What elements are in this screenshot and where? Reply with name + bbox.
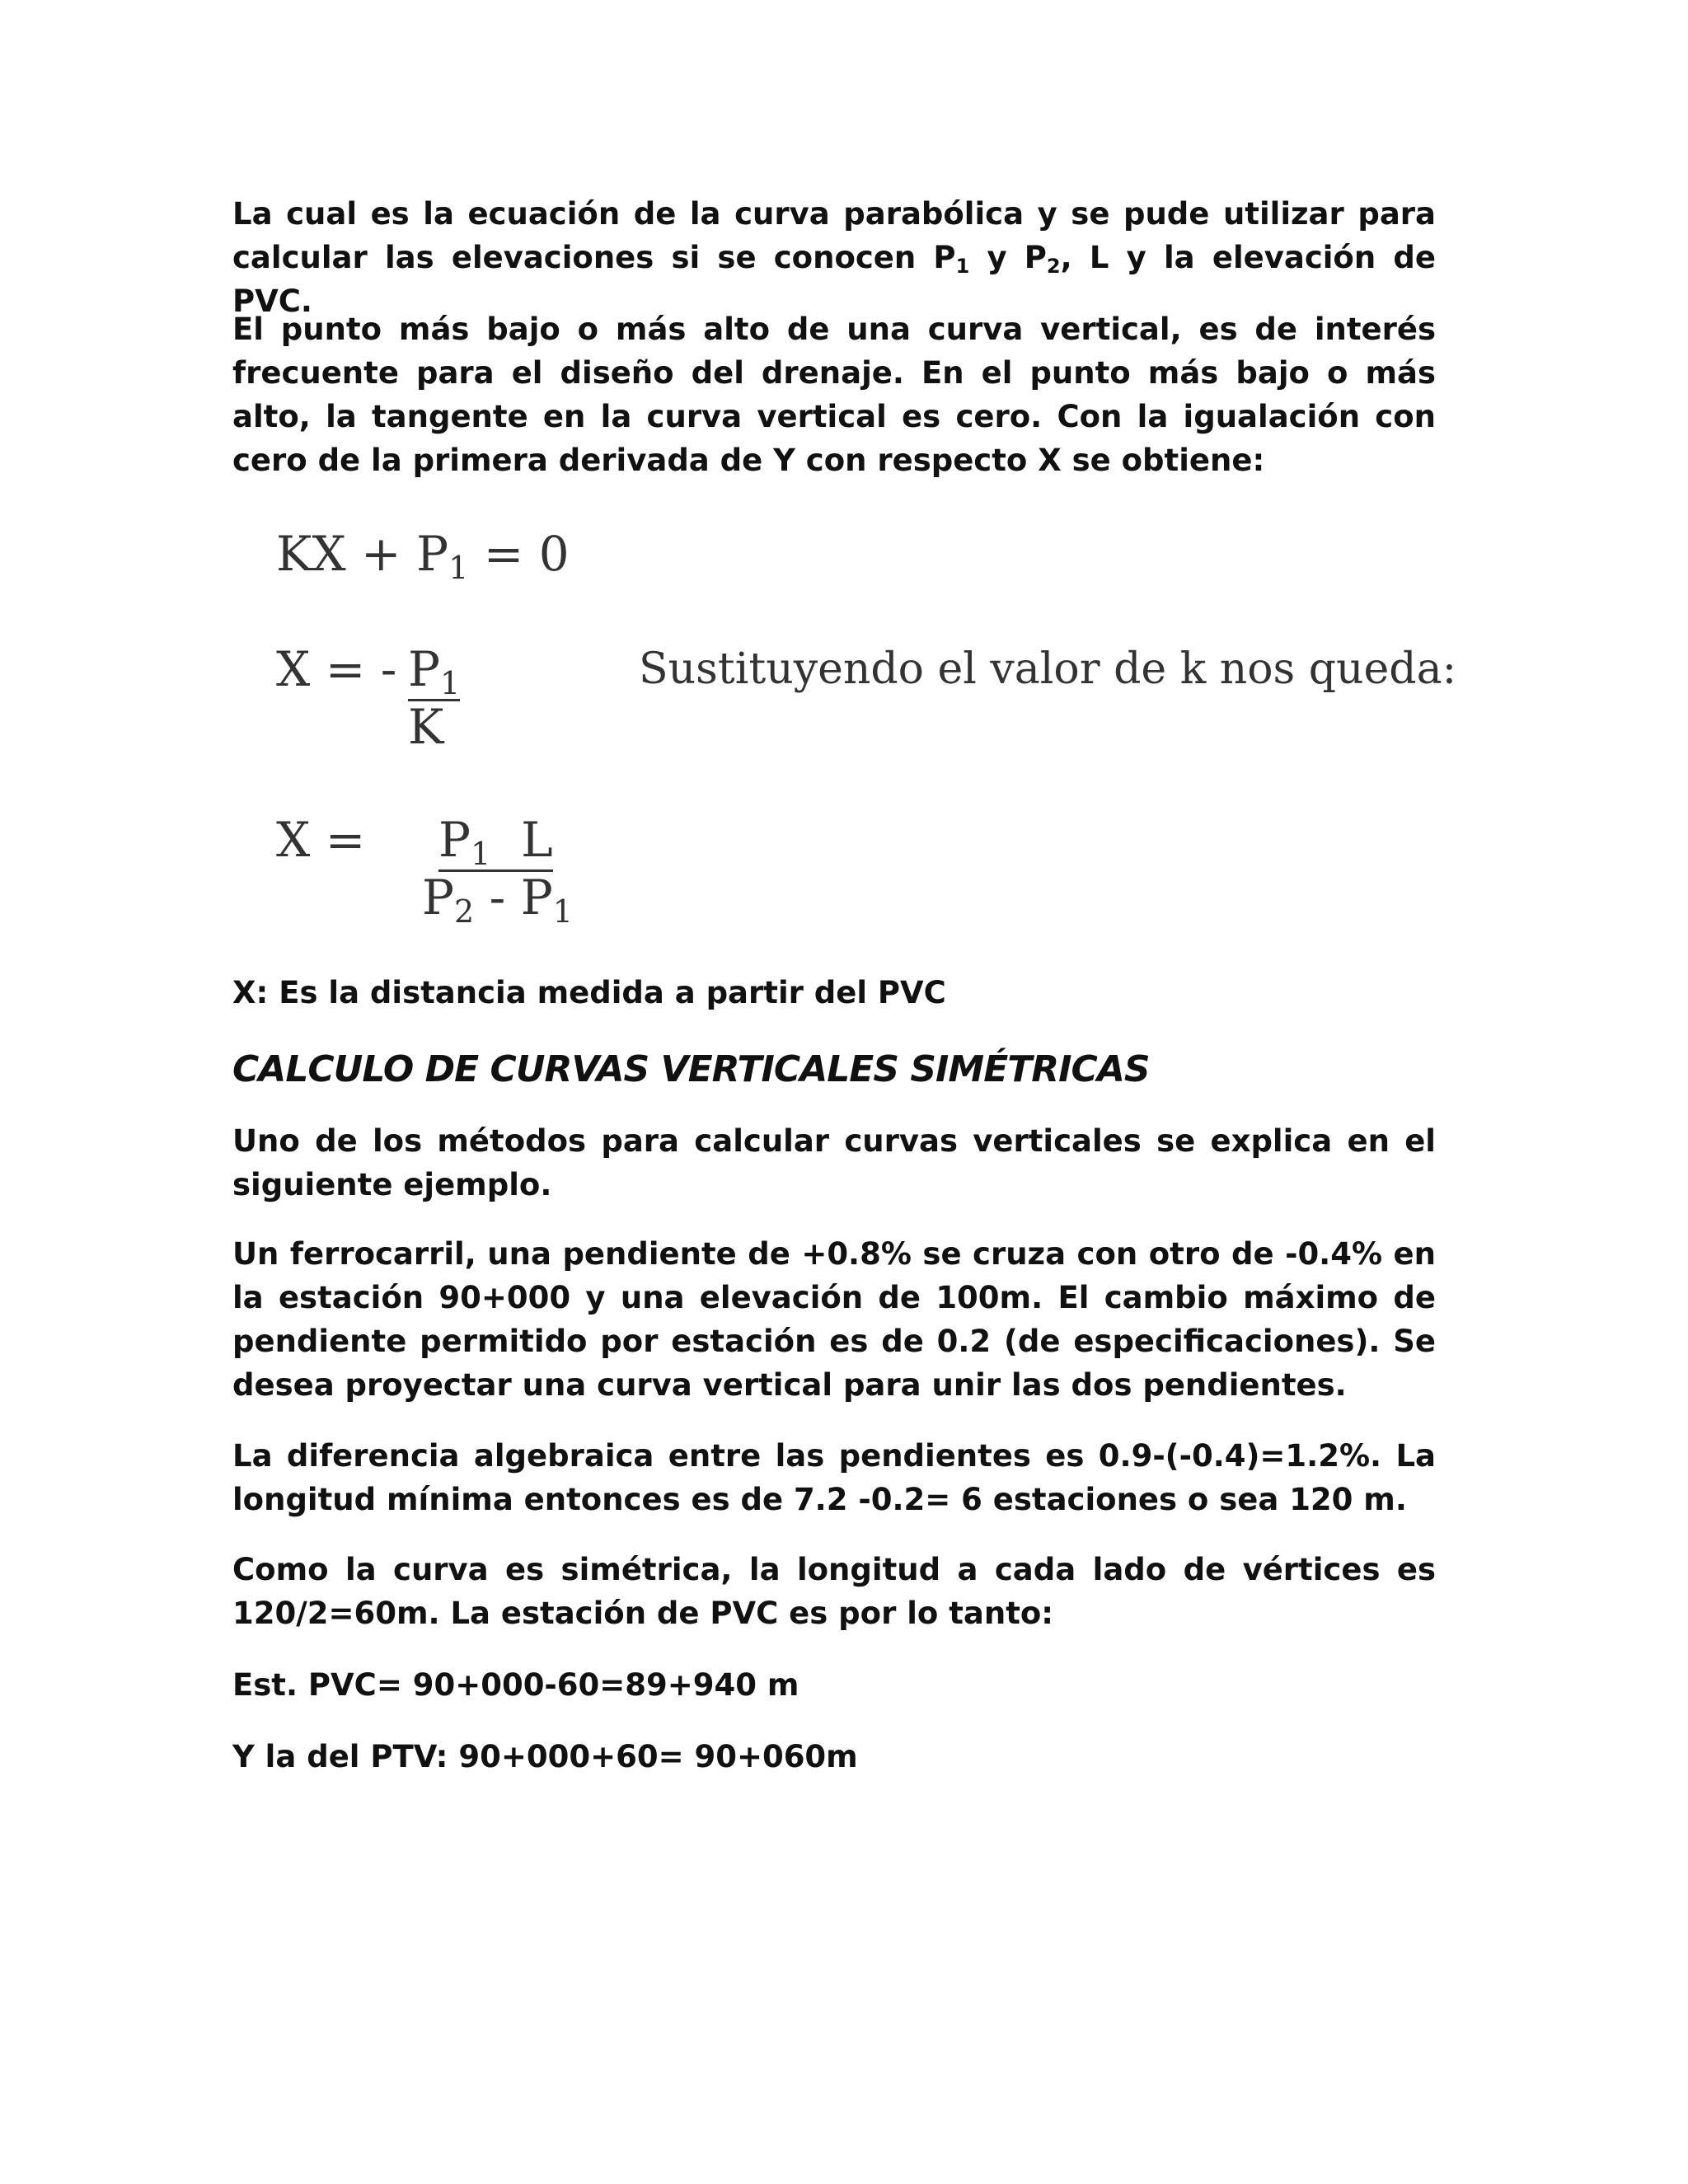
paragraph-ptv-station: Y la del PTV: 90+000+60= 90+060m	[232, 1739, 858, 1774]
section-heading: CALCULO DE CURVAS VERTICALES SIMÉTRICAS	[232, 1048, 1150, 1090]
equation-subscript: 1	[552, 893, 573, 930]
equation-text: - P	[474, 869, 553, 926]
paragraph-low-high-point: El punto más bajo o más alto de una curva vertical, es de interés frecuente para el diseño del drenaje. En el punto más bajo o más alto, la tangente en la curva vertical es cero. Con la igualación con cero de la primera derivada de Y con respecto X se obtiene:	[232, 312, 1436, 478]
equation-kx-plus-p1	[276, 526, 570, 586]
equation-text: KX + P	[276, 526, 449, 582]
equation-x-lhs: X = -	[276, 641, 397, 697]
equation-subscript: 2	[454, 893, 475, 930]
subscript: 1	[955, 255, 970, 278]
equation-subscript: 1	[448, 550, 469, 586]
paragraph-x-definition: X: Es la distancia medida a partir del PVC	[232, 975, 946, 1010]
paragraph-symmetric-curve: Como la curva es simétrica, la longitud a cada lado de vértices es 120/2=60m. La estación de PVC es por lo tanto:	[232, 1552, 1436, 1631]
equation-text: L	[521, 812, 553, 868]
equation-fraction-denominator: K	[408, 699, 444, 755]
equation-text: P	[422, 869, 455, 926]
paragraph-text: , L y la elevación de PVC.	[232, 240, 1436, 319]
equation-subscript: 1	[440, 665, 461, 701]
equation-fraction-denominator	[422, 869, 573, 930]
paragraph-railroad-example: Un ferrocarril, una pendiente de +0.8% se cruza con otro de -0.4% en la estación 90+000 y una elevación de 100m. El cambio máximo de pendiente permitido por estación es de 0.2 (de especificaciones). Se desea proyectar una curva vertical para unir las dos pendientes.	[232, 1236, 1436, 1403]
equation-fraction-numerator	[438, 812, 553, 872]
equation-text: P	[438, 812, 471, 868]
subscript: 2	[1046, 255, 1061, 278]
paragraph-text: y P	[969, 240, 1047, 275]
paragraph-algebraic-difference: La diferencia algebraica entre las pendientes es 0.9-(-0.4)=1.2%. La longitud mínima entonces es de 7.2 -0.2= 6 estaciones o sea 120 m.	[232, 1438, 1436, 1517]
paragraph-parabola-equation	[232, 192, 1436, 323]
substitution-note: Sustituyendo el valor de k nos queda:	[639, 644, 1457, 694]
paragraph-pvc-station: Est. PVC= 90+000-60=89+940 m	[232, 1667, 799, 1703]
paragraph-text: La cual es la ecuación de la curva parabólica y se pude utilizar para calcular las elevaciones si se conocen P	[232, 196, 1436, 275]
equation-subscript: 1	[471, 836, 491, 872]
equation-fraction-numerator	[408, 641, 461, 701]
equation-x-lhs: X =	[276, 812, 366, 868]
equation-text: P	[408, 641, 441, 697]
paragraph-method-intro: Uno de los métodos para calcular curvas verticales se explica en el siguiente ejemplo.	[232, 1123, 1436, 1202]
equation-text: = 0	[468, 526, 570, 582]
